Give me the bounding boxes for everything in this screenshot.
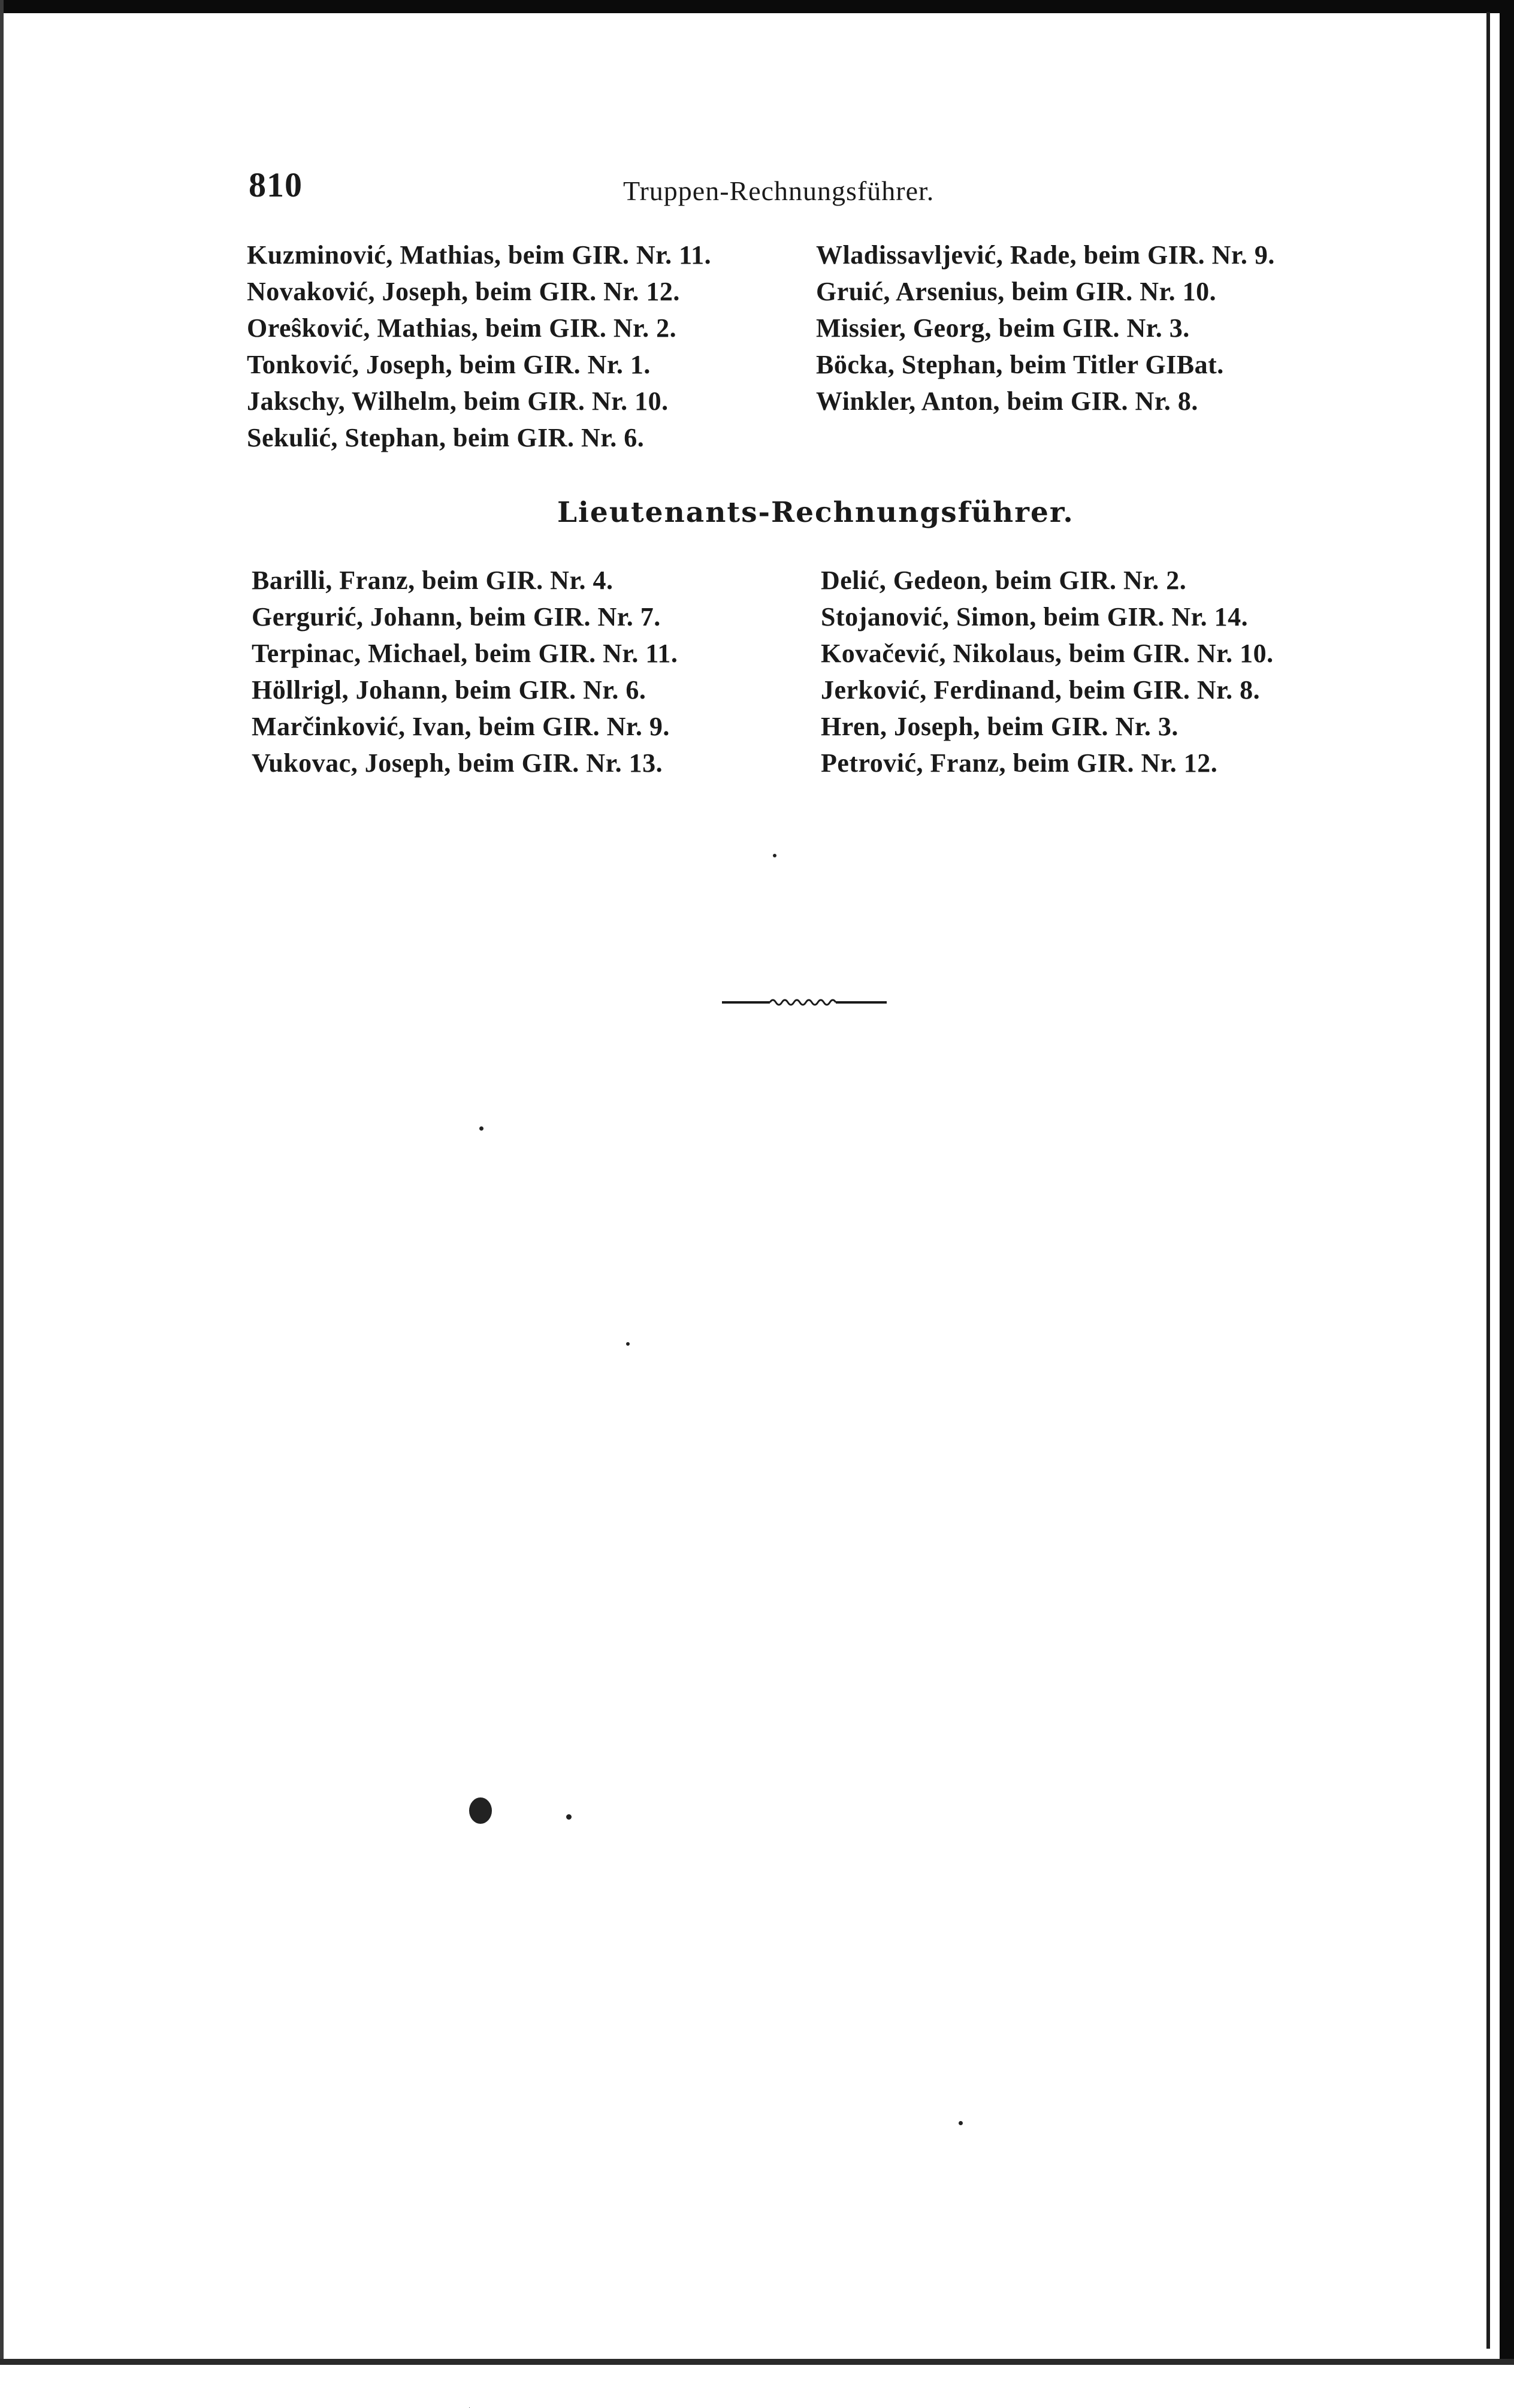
scan-border-bottom (0, 2359, 1514, 2365)
list-entry: Jakschy, Wilhelm, beim GIR. Nr. 10. (247, 386, 669, 416)
list-entry: Missier, Georg, beim GIR. Nr. 3. (816, 313, 1190, 343)
ink-speck (469, 1797, 492, 1824)
ink-speck (626, 1342, 630, 1346)
list-entry: Kuzminović, Mathias, beim GIR. Nr. 11. (247, 240, 712, 270)
section-heading: Lieutenants-Rechnungsführer. (557, 496, 1074, 529)
list-entry: Höllrigl, Johann, beim GIR. Nr. 6. (252, 675, 646, 705)
list-entry: Stojanović, Simon, beim GIR. Nr. 14. (821, 602, 1249, 632)
list-entry: Gruić, Arsenius, beim GIR. Nr. 10. (816, 277, 1217, 306)
scan-border-right (1500, 0, 1514, 2365)
page-number: 810 (249, 165, 303, 204)
running-title: Truppen-Rechnungsführer. (623, 176, 935, 206)
list-entry: Oreŝković, Mathias, beim GIR. Nr. 2. (247, 313, 677, 343)
list-entry: Sekulić, Stephan, beim GIR. Nr. 6. (247, 423, 645, 452)
section-1-right-column (816, 237, 1275, 419)
ink-speck (959, 2121, 963, 2125)
scan-border-left (0, 0, 4, 2365)
section-2-right-column (821, 562, 1274, 781)
end-ornament (722, 993, 887, 1011)
scan-border-top (0, 0, 1514, 13)
list-entry: Terpinac, Michael, beim GIR. Nr. 11. (252, 639, 678, 668)
list-entry: Tonković, Joseph, beim GIR. Nr. 1. (247, 350, 651, 379)
ink-speck (773, 854, 776, 857)
list-entry: Delić, Gedeon, beim GIR. Nr. 2. (821, 566, 1187, 595)
list-entry: Jerković, Ferdinand, beim GIR. Nr. 8. (821, 675, 1261, 705)
list-entry: Gergurić, Johann, beim GIR. Nr. 7. (252, 602, 661, 632)
list-entry: Vukovac, Joseph, beim GIR. Nr. 13. (252, 748, 663, 778)
list-entry: Böcka, Stephan, beim Titler GIBat. (816, 350, 1224, 379)
list-entry: Marčinković, Ivan, beim GIR. Nr. 9. (252, 712, 670, 741)
list-entry: Wladissavljević, Rade, beim GIR. Nr. 9. (816, 240, 1275, 270)
list-entry: Novaković, Joseph, beim GIR. Nr. 12. (247, 277, 680, 306)
list-entry: Hren, Joseph, beim GIR. Nr. 3. (821, 712, 1178, 741)
list-entry: Winkler, Anton, beim GIR. Nr. 8. (816, 386, 1198, 416)
section-1-left-column (247, 237, 711, 456)
section-2-left-column (252, 562, 678, 781)
list-entry: Kovačević, Nikolaus, beim GIR. Nr. 10. (821, 639, 1274, 668)
ink-speck (479, 1126, 483, 1131)
list-entry: Barilli, Franz, beim GIR. Nr. 4. (252, 566, 614, 595)
list-entry: Petrović, Franz, beim GIR. Nr. 12. (821, 748, 1218, 778)
page-edge-shadow (1486, 12, 1490, 2349)
ink-speck (566, 1814, 572, 1820)
